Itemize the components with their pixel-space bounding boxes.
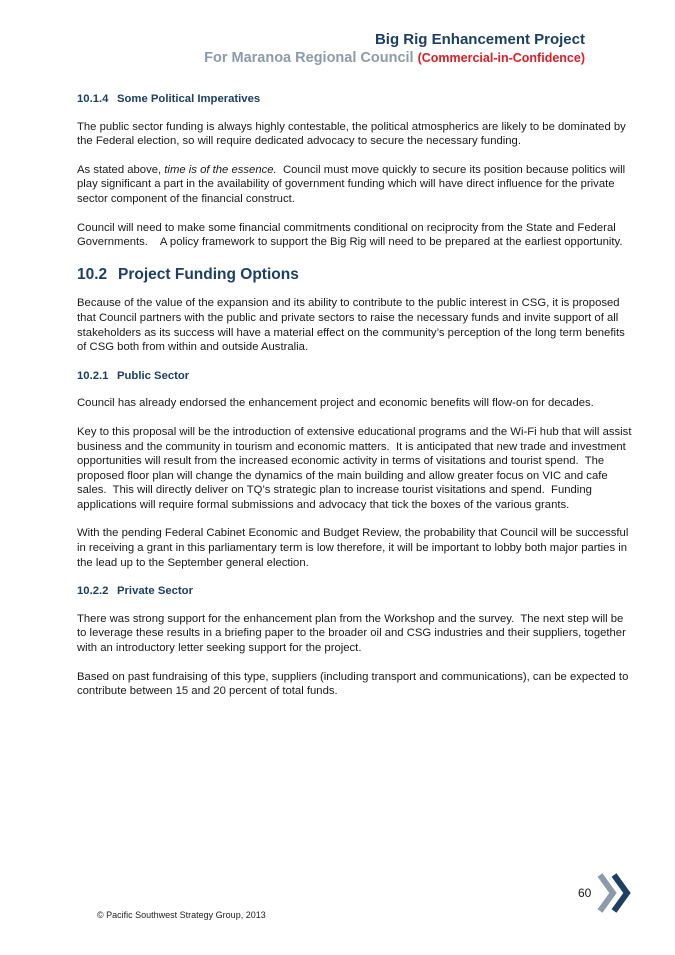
section-title: Project Funding Options xyxy=(118,265,299,283)
section-heading-10-2-2 xyxy=(77,584,632,599)
section-number: 10.2.2 xyxy=(77,585,109,598)
paragraph xyxy=(77,163,632,207)
paragraph: Because of the value of the expansion and its ability to contribute to the public interest in CSG, it is proposed that Council partners with the public and private sectors to raise the necessary funds and invite support of all stakeholders as its success will have a material effect on the community’s perception of the long term benefits of CSG both from within and outside Australia. xyxy=(77,297,625,354)
copyright-footer: © Pacific Southwest Strategy Group, 2013 xyxy=(97,910,266,920)
double-chevron-right-icon xyxy=(596,872,634,919)
document-title: Big Rig Enhancement Project xyxy=(374,31,585,48)
section-heading-10-1-4 xyxy=(77,92,632,107)
section-number: 10.2.1 xyxy=(77,369,109,382)
paragraph: The public sector funding is always highly contestable, the political atmospherics are likely to be dominated by the Federal election, so will require dedicated advocacy to secure the necessary funding. xyxy=(77,120,626,148)
page-number: 60 xyxy=(578,886,592,900)
document-subtitle xyxy=(204,49,585,67)
document-body xyxy=(77,92,635,713)
paragraph: Council will need to make some financial commitments conditional on reciprocity from the State and Federal Governments. A policy framework to support the Big Rig will need to be prepared at the earliest opportunity. xyxy=(77,221,623,249)
text-run: As stated above, xyxy=(77,163,165,176)
paragraph: Based on past fundraising of this type, suppliers (including transport and communications), can be expected to contribute between 15 and 20 percent of total funds. xyxy=(77,670,629,698)
paragraph: With the pending Federal Cabinet Economic and Budget Review, the probability that Council will be successful in receiving a grant in this parliamentary term is low therefore, it will be important to lobby both major parties in the lead up to the September general election. xyxy=(77,527,629,569)
emphasis-text: time is of the essence. xyxy=(164,163,277,176)
confidentiality-label: (Commercial-in-Confidence) xyxy=(417,51,585,65)
section-heading-10-2-1 xyxy=(77,369,632,384)
client-name: For Maranoa Regional Council xyxy=(204,50,414,66)
paragraph: Key to this proposal will be the introduction of extensive educational programs and the Wi-Fi hub that will assist business and the community in tourism and economic matters. It is anticipated that new trade and investment opportunities will result from the increased economic activity in terms of visitations and tourist spend. The proposed floor plan will change the dynamics of the main building and allow greater focus on VIC and cafe sales. This will directly deliver on TQ’s strategic plan to increase tourist visitations and spend. Funding applications will require formal submissions and advocacy that tick the boxes of the various grants. xyxy=(77,425,635,511)
section-title: Private Sector xyxy=(117,585,193,598)
paragraph: There was strong support for the enhancement plan from the Workshop and the survey. The next step will be to leverage these results in a briefing paper to the broader oil and CSG industries and their suppliers, together with an introductory letter seeking support for the project. xyxy=(77,612,629,655)
page-header xyxy=(204,30,585,67)
text-run: Council must move quickly to secure its position because politics will play significant a part in the availability of government funding which will have direct influence for the private sector component of the financial construct. xyxy=(77,163,629,205)
section-heading-10-2 xyxy=(77,265,632,283)
section-title: Some Political Imperatives xyxy=(117,93,261,105)
section-title: Public Sector xyxy=(117,369,190,382)
section-number: 10.2 xyxy=(77,265,108,283)
paragraph: Council has already endorsed the enhancement project and economic benefits will flow-on for decades. xyxy=(77,397,594,410)
section-number: 10.1.4 xyxy=(77,93,109,105)
